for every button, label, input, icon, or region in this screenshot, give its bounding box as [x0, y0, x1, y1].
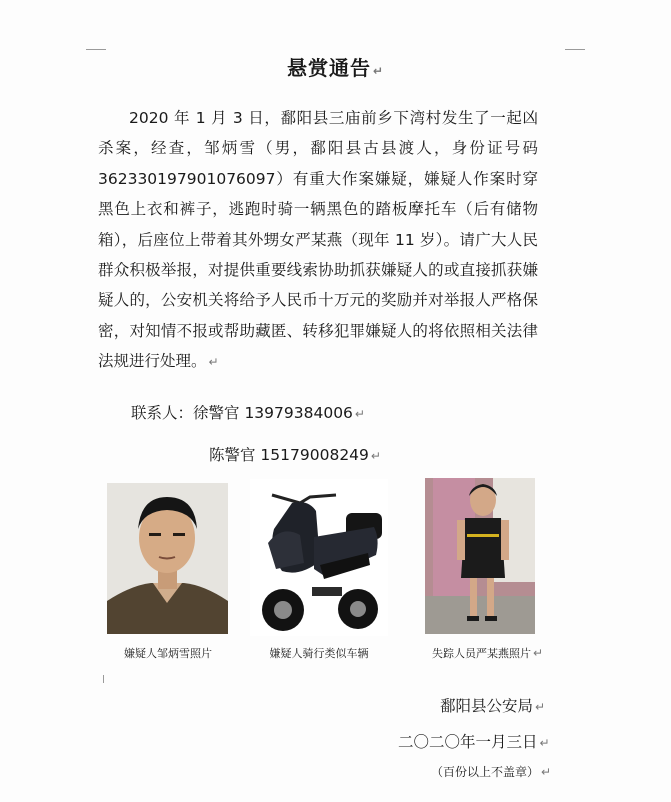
margin-mark — [103, 675, 104, 683]
return-mark-icon: ↵ — [539, 736, 550, 750]
issue-date: 二〇二〇年一月三日 ↵ — [398, 733, 550, 751]
notice-title: 悬赏通告 ↵ — [286, 56, 385, 80]
issuer: 鄱阳县公安局 ↵ — [440, 697, 546, 715]
vehicle-caption: 嫌疑人骑行类似车辆 — [269, 647, 369, 660]
return-mark-icon: ↵ — [370, 449, 381, 463]
contact-line-2 — [209, 443, 381, 465]
return-mark-icon: ↵ — [535, 700, 546, 714]
notice-paragraph: 2020 年 1 月 3 日，鄱阳县三庙前乡下湾村发生了一起凶杀案，经查，邹炳雪（男，鄱阳县古县渡人，身份证号码 362330197901076097）有重大作案嫌疑，嫌疑人作案时穿黑色上衣和裤子，逃跑时骑一辆黑色的踏板摩托车（后有储物箱），后座位上带着其外甥女严某燕（现年 11 岁）。请广大人民群众积极举报，对提供重要线索协助抓获嫌疑人的或直接抓获嫌疑人的，公安机关将给予人民币十万元的奖励并对举报人严格保密，对知情不报或帮助藏匿、转移犯罪嫌疑人的将依照相关法律法规进行处理。 ↵ — [98, 109, 538, 371]
contact-chen: 陈警官 15179008249 — [209, 446, 369, 464]
missing-person-photo — [425, 478, 535, 634]
return-mark-icon: ↵ — [208, 355, 219, 370]
contact-line-1 — [131, 401, 365, 423]
corner-mark-left — [86, 49, 106, 50]
notice-body — [98, 103, 538, 378]
contact-label: 联系人： — [131, 404, 194, 422]
missing-person-caption: 失踪人员严某燕照片 ↵ — [431, 646, 544, 660]
corner-mark-right — [565, 49, 585, 50]
suspect-caption: 嫌疑人邹炳雪照片 — [124, 647, 212, 660]
return-mark-icon: ↵ — [354, 407, 365, 421]
vehicle-photo — [250, 479, 388, 636]
return-mark-icon: ↵ — [541, 765, 552, 779]
contact-xu: 徐警官 13979384006 — [193, 404, 353, 422]
return-mark-icon: ↵ — [532, 646, 544, 660]
suspect-photo — [107, 483, 228, 634]
return-mark-icon: ↵ — [372, 64, 385, 78]
seal-note: （百份以上不盖章） ↵ — [431, 765, 552, 779]
